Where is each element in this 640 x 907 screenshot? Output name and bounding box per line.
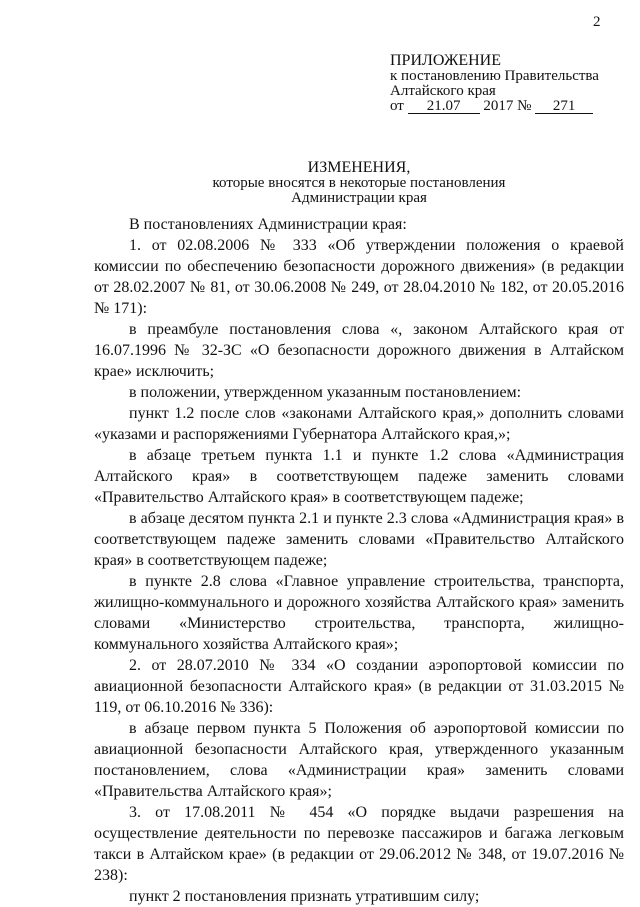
paragraph: в абзаце десятом пункта 2.1 и пункте 2.3 слова «Администрация края» в соответствующем падеже заменить словами «Правительство Алтайского края» в соответствующем падеже;	[94, 510, 624, 569]
appendix-line-1: к постановлению Правительства	[390, 68, 599, 84]
paragraph: в преамбуле постановления слова «, законом Алтайского края от 16.07.1996 № 32-ЗС «О безопасности дорожного движения в Алтайском крае» исключить;	[94, 321, 624, 380]
appendix-title: ПРИЛОЖЕНИЕ	[390, 52, 502, 69]
paragraph-item-1: 1. от 02.08.2006 № 333 «Об утверждении положения о краевой комиссии по обеспечению безопасности дорожного движения» (в редакции от 28.02.2007 № 81, от 30.06.2008 № 249, от 28.04.2010 № 182, от 20.05.2016 № 171):	[94, 237, 624, 317]
document-heading	[94, 159, 624, 206]
appendix-date-line	[390, 99, 599, 114]
paragraph: пункт 2 постановления признать утратившим силу;	[129, 888, 480, 905]
appendix-date-value: 21.07	[408, 100, 480, 114]
paragraph-item-3: 3. от 17.08.2011 № 454 «О порядке выдачи разрешения на осуществление деятельности по перевозке пассажиров и багажа легковым такси в Алтайском крае» (в редакции от 29.06.2012 № 348, от 19.07.2016 № 238):	[94, 804, 624, 884]
paragraph-intro: В постановлениях Администрации края:	[129, 216, 407, 233]
heading-title: ИЗМЕНЕНИЯ,	[307, 159, 411, 176]
appendix-header	[390, 52, 599, 114]
paragraph: в абзаце первом пункта 5 Положения об аэропортовой комиссии по авиационной безопасности Алтайского края, утвержденного указанным постановлением, слова «Администрации края» заменить словами «Правительства Алтайского края»;	[94, 720, 624, 800]
paragraph: в положении, утвержденном указанным постановлением:	[129, 384, 522, 401]
heading-line-2: Администрации края	[291, 190, 427, 206]
appendix-year: 2017	[483, 98, 514, 114]
appendix-number-sign: №	[517, 98, 532, 114]
paragraph: в пункте 2.8 слова «Главное управление строительства, транспорта, жилищно-коммунального и дорожного хозяйства Алтайского края» заменить словами «Министерство строительства, транспорта, жилищно-коммунального хозяйства Алтайского края»;	[94, 573, 624, 653]
heading-line-1: которые вносятся в некоторые постановления	[212, 175, 506, 191]
document-body	[94, 214, 624, 907]
appendix-number-value: 271	[535, 100, 593, 114]
appendix-line-2: Алтайского края	[390, 83, 496, 99]
paragraph: в абзаце третьем пункта 1.1 и пункте 1.2 слова «Администрация Алтайского края» в соответствующем падеже заменить словами «Правительство Алтайского края» в соответствующем падеже;	[94, 447, 624, 506]
paragraph: пункт 1.2 после слов «законами Алтайского края,» дополнить словами «указами и распоряжениями Губернатора Алтайского края,»;	[94, 405, 624, 443]
page-number: 2	[593, 14, 601, 30]
paragraph-item-2: 2. от 28.07.2010 № 334 «О создании аэропортовой комиссии по авиационной безопасности Алтайского края» (в редакции от 31.03.2015 № 119, от 06.10.2016 № 336):	[94, 657, 624, 716]
appendix-date-prefix: от	[390, 98, 404, 114]
